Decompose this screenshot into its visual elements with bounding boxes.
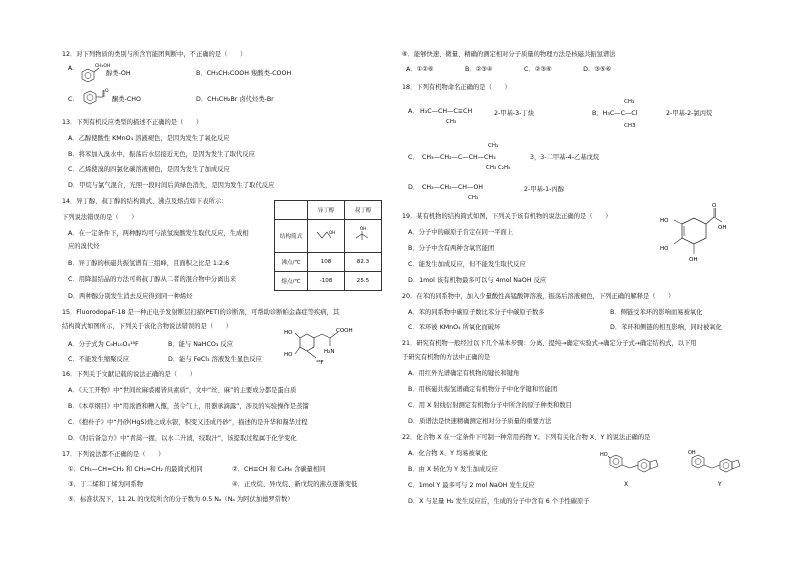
q18-d-formula: CH₃—CH₂—CH—OH [422,184,484,191]
shikimic-acid-structure [658,202,728,272]
q14-stem2: 下列说法错误的是（ ） [62,214,138,221]
table-row-label-bp: 沸点/℃ [275,253,308,272]
q22-c: C．1mol Y 最多可与 2 mol NaOH 发生反应 [408,482,535,489]
q16-d: D．《肘后备急方》中“青蒿一握，以水二升渍，绞取汁”，该提取过程属于化学变化 [68,435,297,442]
fluorodopa-structure [282,326,362,370]
q17-option-1: ①．CH₃—CH=CH₂ 和 CH₂=CH₂ 的最简式相同 [68,466,203,473]
table-header-tert-butanol: 叔丁醇 [345,201,382,220]
table-row-label-mp: 熔点/℃ [275,272,308,291]
q19-c: C．能发生加成反应，但不能发生取代反应 [408,261,526,268]
q12-a: 醇类-OH [106,70,131,77]
q22-b: B．由 X 转化为 Y 发生加成反应 [408,466,498,473]
svg-text:OH: OH [360,226,367,231]
q14-b: B．异丁醇的核磁共振氢谱有三组峰，且面积之比是 1:2:6 [68,260,230,267]
q18-b-top: CH₃ [624,99,635,105]
q17-option-5: ⑤．标准状况下，11.2L 的戊烷所含的分子数为 0.5 Nₐ（Nₐ 为阿伏加德罗常数） [68,496,294,503]
q21-b: B．用核磁共振氢谱确定有机物分子中化学键和官能团 [408,386,558,393]
q14-a1: A．在一定条件下，两种醇均可与浓氢溴酸发生取代反应，生成相 [68,230,249,237]
q17-stem: 17．下列说法都不正确的是（ ） [62,451,165,458]
q18-c-label: C． [408,154,419,161]
q14-d: D．两种醇分别发生消去反应得到同一种烯烃 [68,293,193,300]
q13-stem: 13．下列有机反应类型的描述不正确的是（ ） [62,119,203,126]
q19-d: D．1mol 该有机物最多可以与 4mol NaOH 反应 [408,277,547,284]
q20-a: A．苯的同系物中碳原子数比苯分子中碳原子数多 [408,309,545,316]
q13-b: B．将苯加入溴水中，振荡后水层接近无色，是因为发生了取代反应 [68,151,255,158]
q19-a: A．分子中的碳原子肯定在同一平面上 [408,229,514,236]
q15-a: A．分子式为 C₉H₁₀O₄¹⁸F [68,341,139,348]
q20-stem: 20．在苯的同系物中，加入少量酸性高锰酸钾溶液，振荡后溶液褪色，下列正确的解释是（ ） [402,293,675,300]
q17-option-3: ③．丁二烯和丁烯为同系物 [68,481,143,488]
svg-text:OH: OH [718,225,727,231]
svg-text:O: O [105,89,109,94]
q12-stem: 12．对下列物质的类别与所含官能团判断中，不正确的是（ ） [62,51,247,58]
table-cell: 108 [308,253,345,272]
q15-stem2: 结构简式如图所示，下列关于该化合物说法错误的是（ ） [62,323,233,330]
svg-text:H₂N: H₂N [324,349,335,355]
q16-c: C．《抱朴子》中“丹砂(HgS)烧之成水银，积变又还成丹砂”，描述的是升华和凝华过程 [68,419,308,426]
q19-b: B．分子中含有两种含氧官能团 [408,245,495,252]
q20-d: D．苯环和侧链的相互影响，同时被氧化 [610,324,722,331]
q18-c: 3，3-二甲基-4-乙基戊烷 [530,154,600,161]
q15-b: B．能与 NaHCO₃ 反应 [168,341,233,348]
svg-text:COOH: COOH [336,328,353,334]
q16-a: A．《天工开物》中“世间丝麻裘褐皆具素质”，文中“丝、麻”的主要成分都是蛋白质 [68,387,297,394]
svg-text:HO: HO [600,452,608,458]
table-cell: 25.5 [345,272,382,291]
svg-text:HO: HO [284,352,293,358]
q18-d-sub: CH₃ [468,195,479,201]
svg-text:¹⁸F: ¹⁸F [316,360,324,366]
q18-b: 2-甲基-2-氯丙烷 [666,110,713,117]
svg-text:HO: HO [660,246,669,252]
q20-b: B．侧链受苯环的影响而易被氧化 [610,309,703,316]
table-cell: 82.3 [345,253,382,272]
q13-d: D．甲烷与氯气混合，光照一段时间后黄绿色消失，是因为发生了取代反应 [68,182,275,189]
q18-a: 2-甲基-3-丁炔 [494,110,535,117]
q18-a-sub: CH₃ [446,119,457,125]
q15-c: C．不能发生缩聚反应 [68,356,130,363]
svg-text:X: X [624,481,629,488]
table-header-isobutanol: 异丁醇 [308,201,345,220]
q16-b: B．《本草纲目》中“用浓酒和糟入甑，蒸令气上，用器承滴露”，涉及的实验操作是蒸馏 [68,403,309,410]
tert-butanol-structure [345,220,382,253]
q18-b-bot: CH3 [624,123,636,129]
q12-b: B．CH₃CH₂COOH 羧酸类-COOH [196,70,292,77]
q14-properties-table [274,200,382,291]
q12-c-label: C． [68,96,79,103]
q14-a2: 应的溴代烃 [68,243,100,250]
svg-text:OH: OH [688,450,696,456]
svg-text:A．: A． [68,65,79,72]
q17-choices: A．①②⑥ B．②③④ C．②③⑥ D．③⑤⑥ [406,66,612,73]
q13-c: C．乙烯使溴的四氯化碳溶液褪色，是因为发生了加成反应 [68,166,230,173]
q21-c: C．用 X 射线衍射测定有机物分子中所含的原子种类和数目 [408,402,572,409]
q15-d: D．能与 FeCl₃ 溶液发生显色反应 [168,356,262,363]
q21-d: D．质谱法是快速精确测定相对分子质量的重要方法 [408,418,552,425]
q18-b-formula: B．H₃C—C—Cl [592,110,638,117]
q18-a-formula: H₃C—CH—C≡CH [420,108,473,115]
svg-text:O: O [712,203,717,209]
q18-d-label: D． [408,184,420,191]
q22-stem: 22．化合物 X 在一定条件下可制一种常用药物 Y。下列有关化合物 X、Y 的说法正确的是 [402,434,651,441]
svg-text:OH: OH [689,257,698,263]
q18-c-formula: CH₃—CH₂—C—CH—CH₃ [422,154,496,161]
q18-a-label: A． [408,108,419,115]
q12-a-formula: CH₂OH [95,64,111,69]
compound-x-y-structures [598,446,780,490]
q18-stem: 18．下列有机物命名正确的是（ ） [402,84,511,91]
ketone-structure [82,86,112,108]
q16-stem: 16．下列关于文献记载的说法正确的是（ ） [62,371,196,378]
q22-a: A．化合物 X、Y 均易被氧化 [408,450,488,457]
benzyl-alcohol-structure [68,62,111,84]
q13-a: A．乙醇使酸性 KMnO₄ 溶液褪色，是因为发生了氧化反应 [68,135,230,142]
svg-text:HO: HO [284,330,293,336]
q12-d: D．CH₃CH₂Br 卤代烃类-Br [196,96,274,103]
q22-d: D．X 与足量 H₂ 发生反应后，生成的分子中含有 6 个手性碳原子 [408,498,590,505]
q17-option-4: ④．正戊烷、异戊烷、新戊烷的沸点逐渐变低 [232,481,358,488]
isobutanol-structure [308,220,345,253]
q20-c: C．苯环被 KMnO₄ 所氧化而破坏 [408,324,501,331]
q21-stem2: 于研究有机物的方法中正确的是 [402,354,491,361]
table-cell: -108 [308,272,345,291]
svg-text:Y: Y [718,481,722,488]
q14-stem: 14．异丁醇、叔丁醇的结构简式、沸点及熔点如下表所示： [62,198,228,205]
q21-a: A．用红外光谱确定有机物的键长和键角 [408,370,520,377]
q19-stem: 19．某有机物的结构简式如图，下列关于该有机物的说法正确的是（ ） [402,213,612,220]
q12-c: 酮类-CHO [112,96,141,103]
q21-stem1: 21．研究有机物一般经过以下几个基本步骤：分离、提纯→确定实验式→确定分子式→确定结构式，以下用 [402,340,697,347]
q15-stem1: 15．FluorodopaF-18 是一种正电子发射断层扫描(PET)的诊断剂，可帮助诊断帕金森症等疾病，其 [62,309,340,316]
q14-c: C．用降温结晶的方法可将叔丁醇从二者的混合物中分离出来 [68,276,237,283]
table-row-label-structure: 结构简式 [275,220,308,253]
q17-option-2: ②．CH≡CH 和 C₆H₆ 含碳量相同 [232,466,326,473]
svg-text:HO: HO [660,218,669,224]
q18-c-bot: CH₃ C₂H₅ [486,165,511,171]
q17-option-6: ⑥．能够快速、微量、精确的测定相对分子质量的物理方法是核磁共振氢谱法 [402,51,616,58]
q18-c-top: CH₃ [488,143,499,149]
svg-text:OH: OH [329,230,336,235]
q18-d: 2-甲基-1-丙醇 [524,186,565,193]
